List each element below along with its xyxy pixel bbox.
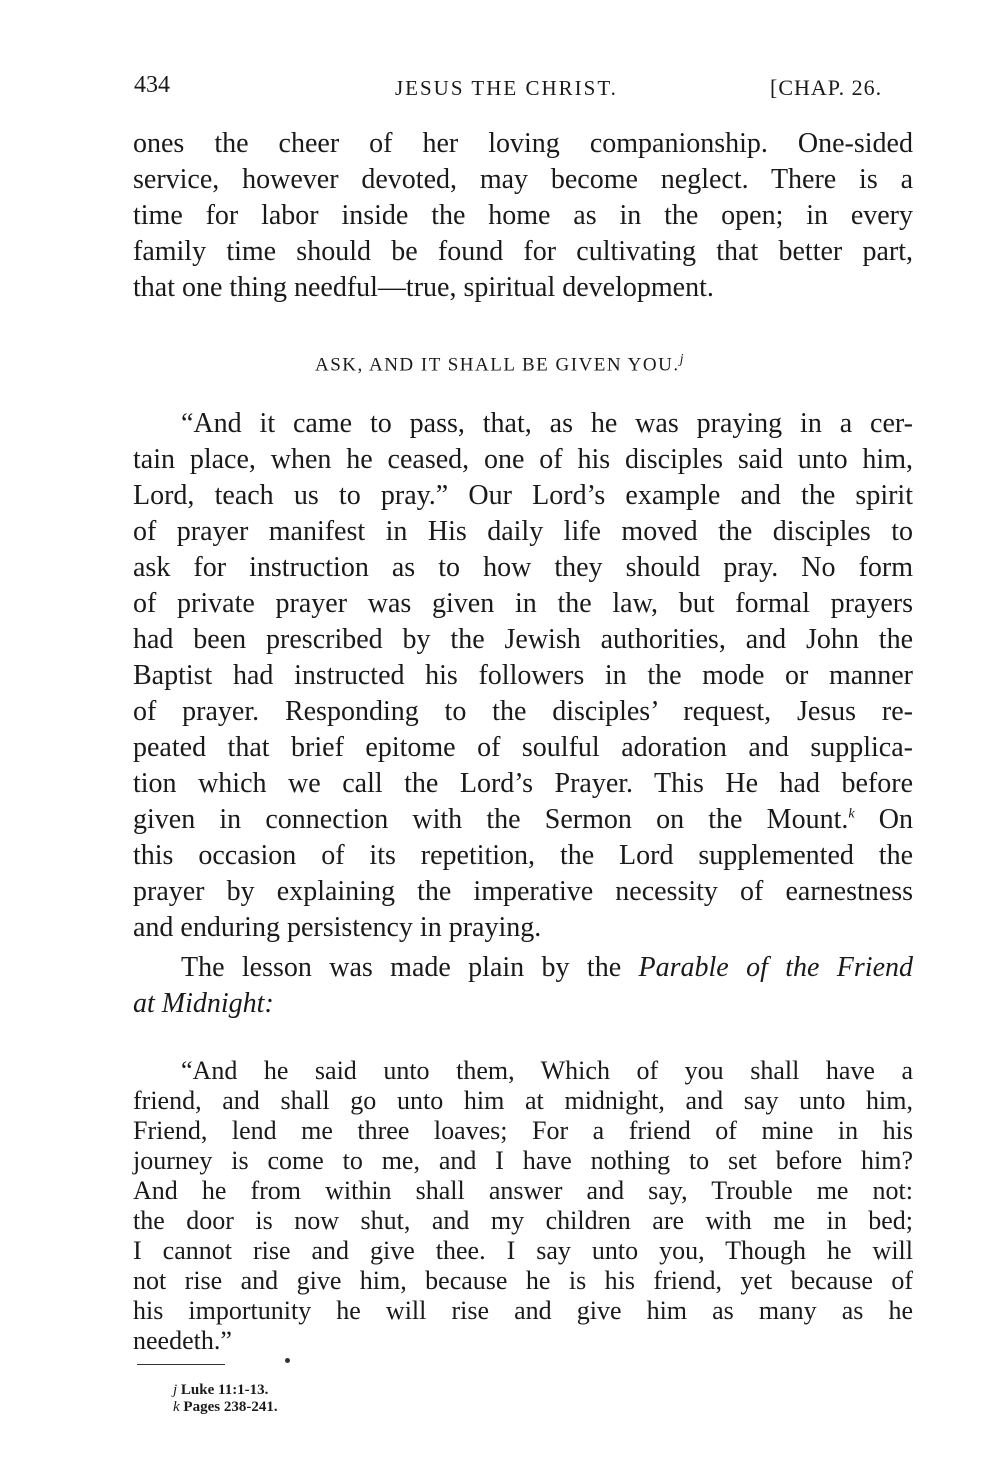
quote-line: needeth.” [133,1326,232,1355]
footnote [173,1382,278,1399]
text-line: family time should be found for cultivating that better part, [133,236,913,267]
text-segment: On [878,804,913,835]
footnote-mark: j [173,1382,178,1398]
text-line: this occasion of its repetition, the Lord supplemented the [133,840,913,871]
quote-line: friend, and shall go unto him at midnight, and say unto him, [133,1086,913,1115]
text-segment: The lesson was made plain by the [181,952,639,983]
text-line: had been prescribed by the Jewish authorities, and John the [133,624,913,655]
footnote-ref-j: j [679,352,685,367]
paragraph-1 [133,126,913,306]
quote-line: And he from within shall answer and say, Trouble me not: [133,1176,913,1205]
text-segment: given in connection with the Sermon on the Mount. [133,804,849,835]
text-line: service, however devoted, may become neglect. There is a [133,164,913,195]
text-line: prayer by explaining the imperative necessity of earnestness [133,876,913,907]
text-line: of private prayer was given in the law, but formal prayers [133,588,913,619]
footnotes [173,1382,278,1416]
text-line: ones the cheer of her loving companionship. One-sided [133,128,913,159]
footnote-text: Pages 238-241. [183,1399,278,1415]
quote-line: not rise and give him, because he is his friend, yet because of [133,1266,913,1295]
text-line [133,986,913,1022]
footnote [173,1399,278,1416]
text-line: of prayer manifest in His daily life moved the disciples to [133,516,913,547]
parable-title: Parable of the Friend [638,952,914,983]
quote-line: Friend, lend me three loaves; For a friend of mine in his [133,1116,913,1145]
quote-line: journey is come to me, and I have nothing to set before him? [133,1146,913,1175]
footnote-ref-k: k [848,806,855,822]
running-title: JESUS THE CHRIST. [395,76,618,100]
text-line: “And it came to pass, that, as he was praying in a cer- [181,408,913,439]
paragraph-3 [133,950,913,1022]
page-number: 434 [134,72,170,98]
text-line: time for labor inside the home as in the open; in every [133,200,913,231]
section-heading-text: ASK, AND IT SHALL BE GIVEN YOU. [315,354,680,376]
footnote-divider [137,1364,225,1365]
text-line: tain place, when he ceased, one of his disciples said unto him, [133,444,913,475]
block-quote [133,1056,913,1356]
text-line: that one thing needful—true, spiritual development. [133,272,714,303]
paragraph-2 [133,406,913,946]
ink-speck [285,1358,290,1363]
quote-line: I cannot rise and give thee. I say unto you, Though he will [133,1236,913,1265]
text-line-with-ref [133,802,913,838]
quote-line: the door is now shut, and my children are with me in bed; [133,1206,913,1235]
text-line: ask for instruction as to how they should pray. No form [133,552,913,583]
quote-line: “And he said unto them, Which of you shall have a [181,1056,913,1085]
parable-title-cont: at Midnight: [133,988,274,1019]
section-heading [0,352,1000,376]
text-line: and enduring persistency in praying. [133,912,542,943]
text-line: Baptist had instructed his followers in the mode or manner [133,660,913,691]
text-line [133,950,913,986]
quote-line: his importunity he will rise and give him as many as he [133,1296,913,1325]
text-line: peated that brief epitome of soulful adoration and supplica- [133,732,913,763]
footnote-text: Luke 11:1-13. [180,1382,269,1398]
footnote-mark: k [173,1399,180,1415]
text-line: tion which we call the Lord’s Prayer. This He had before [133,768,913,799]
text-line: of prayer. Responding to the disciples’ request, Jesus re- [133,696,913,727]
chapter-label: [CHAP. 26. [770,75,883,100]
text-line: Lord, teach us to pray.” Our Lord’s example and the spirit [133,480,913,511]
